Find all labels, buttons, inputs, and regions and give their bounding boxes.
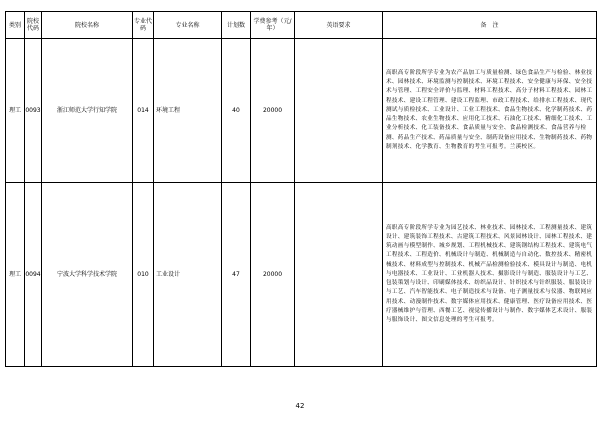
cell-major-code: 014 bbox=[133, 39, 154, 183]
cell-major-name: 环境工程 bbox=[154, 39, 222, 183]
header-plan: 计划数 bbox=[222, 12, 251, 39]
cell-english bbox=[295, 183, 383, 367]
header-major-name: 专业名称 bbox=[154, 12, 222, 39]
cell-plan: 47 bbox=[222, 183, 251, 367]
page-number: 42 bbox=[295, 402, 305, 410]
cell-fee: 20000 bbox=[251, 183, 295, 367]
cell-notes: 高职高专阶段所学专业为农产品加工与质量检测、绿色食品生产与检验、林业技术、园林技术、环境监测与控制技术、环境工程技术、安全健康与环保、安全技术与管理、工程安全评价与监理、材料工程技术、高分子材料工程技术、园林工程技术、建设工程管理、建设工程监理、市政工程技术、给排水工程技术、现代测试与质检技术、工业设计、工业工程技术、食品生物技术、化学制药技术、药品生物技术、农业生物技术、应用化工技术、石油化工技术、精细化工技术、工业分析技术、化工装备技术、食品质量与安全、食品检测技术、食品营养与检测、药品生产技术、药品质量与安全、制药设备应用技术、生物制药技术、药物制剂技术、化学教育、生物教育的考生可报考。兰溪校区。 bbox=[383, 39, 597, 183]
cell-school-code: 0094 bbox=[25, 183, 42, 367]
cell-english bbox=[295, 39, 383, 183]
header-school-name: 院校名称 bbox=[42, 12, 133, 39]
header-notes: 备 注 bbox=[383, 12, 597, 39]
cell-major-code: 010 bbox=[133, 183, 154, 367]
admission-table bbox=[5, 11, 597, 367]
cell-fee: 20000 bbox=[251, 39, 295, 183]
cell-school-name: 宁波大学科学技术学院 bbox=[42, 183, 133, 367]
header-category: 类别 bbox=[6, 12, 25, 39]
header-school-code: 院校代码 bbox=[25, 12, 42, 39]
cell-plan: 40 bbox=[222, 39, 251, 183]
table-row bbox=[6, 39, 597, 183]
cell-category: 理工 bbox=[6, 39, 25, 183]
cell-school-code: 0093 bbox=[25, 39, 42, 183]
cell-category: 理工 bbox=[6, 183, 25, 367]
cell-notes: 高职高专阶段所学专业为园艺技术、林业技术、园林技术、工程测量技术、建筑设计、建筑装饰工程技术、古建筑工程技术、风景园林设计、园林工程技术、建筑动画与模型制作、城乡规划、工程机械技术、建筑钢结构工程技术、建筑电气工程技术、工程造价、机械设计与制造、机械制造与自动化、数控技术、精密机械技术、材料成型与控制技术、机械产品检测检验技术、模具设计与制造、电机与电器技术、工业设计、工业机器人技术、摄影设计与制造、服装设计与工艺、包装策划与设计、印刷媒体技术、纺织品设计、针织技术与针织服装、服装设计与工艺、汽车智能技术、电子制造技术与设备、电子测量技术与仪器、物联网应用技术、动漫制作技术、数字媒体应用技术、健康管理、医疗设备应用技术、医疗器械维护与管理、西餐工艺、视觉传播设计与制作、数字媒体艺术设计、服装与服饰设计、图文信息处理的考生可报考。 bbox=[383, 183, 597, 367]
table-row bbox=[6, 183, 597, 367]
header-english: 英语要求 bbox=[295, 12, 383, 39]
header-row bbox=[6, 12, 597, 39]
cell-school-name: 浙江师范大学行知学院 bbox=[42, 39, 133, 183]
cell-major-name: 工业设计 bbox=[154, 183, 222, 367]
header-major-code: 专业代码 bbox=[133, 12, 154, 39]
header-fee: 学费参考（元/年） bbox=[251, 12, 295, 39]
